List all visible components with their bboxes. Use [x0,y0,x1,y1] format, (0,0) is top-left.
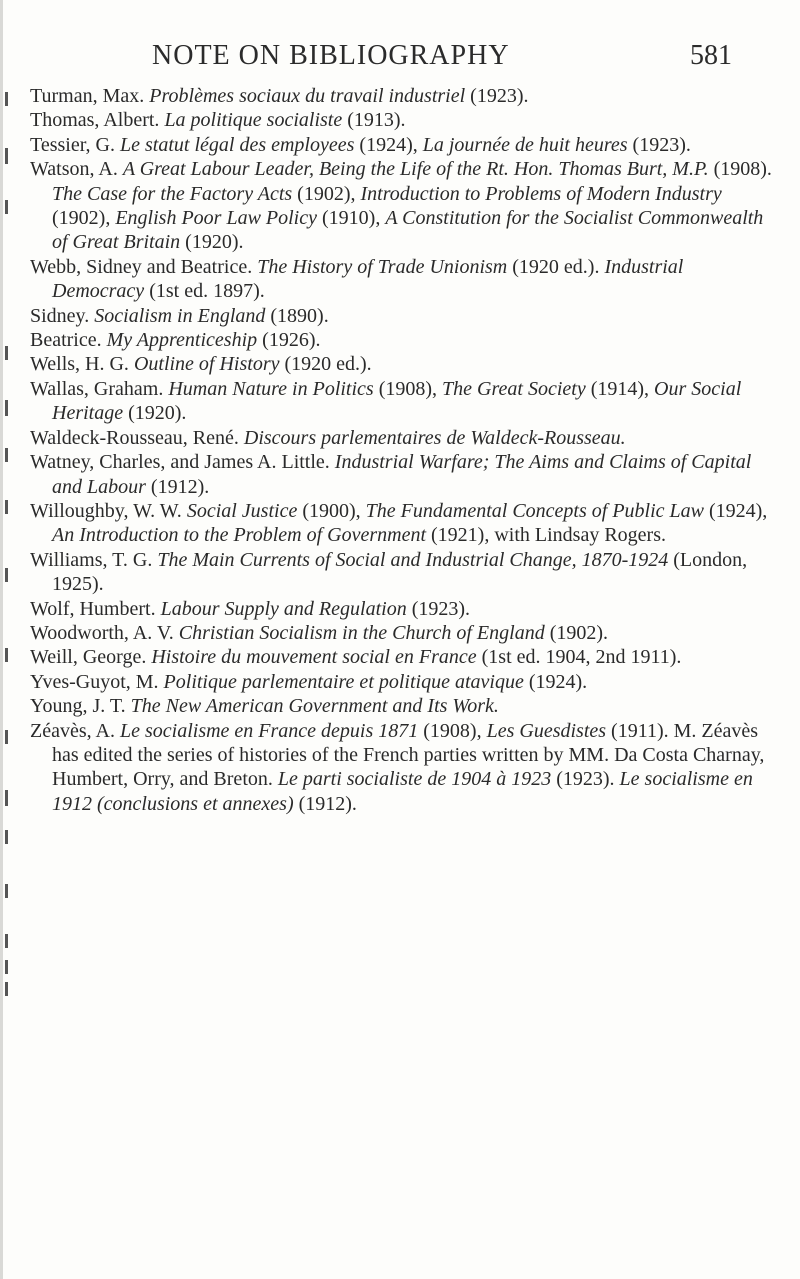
gutter-mark [5,448,8,462]
entry-text: (1910), [317,207,386,230]
page-number: 581 [690,40,732,71]
gutter-mark [5,730,8,744]
entry-text: Wolf, Humbert. [30,597,161,620]
entry-title: Our Social Heritage [52,377,742,425]
entry-title: Human Nature in Politics [168,377,374,400]
entry-text: Thomas, Albert. [30,109,165,132]
bibliography-entry [30,719,775,817]
entry-text: Turman, Max. [30,85,150,107]
entry-title: A Great Labour Leader, Being the Life of the Rt. Hon. Thomas Burt, M.P. [122,158,709,181]
entry-text: (1924), [703,499,768,522]
bibliography-entry [30,670,775,694]
entry-text: Sidney. [30,304,95,327]
entry-text: (1902), [292,182,361,205]
entry-text: (1911). M. Zéavès has edited the series of histories of the French parties written by MM. Da Costa Charnay, Humbert, Orry, and Breton. [52,719,765,791]
entry-title: My Apprenticeship [106,329,258,352]
entry-text: Weill, George. [30,646,152,669]
entry-text: Waldeck-Rousseau, René. [30,426,244,449]
entry-text: Young, J. T. [30,695,131,718]
entry-text: Willoughby, W. W. [30,499,187,522]
bibliography-list [30,84,775,816]
bibliography-entry [30,352,775,376]
entry-title: Problèmes sociaux du travail industriel [149,85,466,107]
gutter-mark [5,200,8,214]
entry-text: (1908), [373,377,443,400]
bibliography-entry [30,694,775,718]
entry-text: Beatrice. [30,329,107,352]
entry-text: (1st ed. 1897). [144,280,265,303]
entry-text: (1912). [145,475,210,498]
gutter-mark [5,648,8,662]
entry-title: Introduction to Problems of Modern Industry [360,182,722,205]
entry-title: The Fundamental Concepts of Public Law [365,499,704,522]
entry-text: Williams, T. G. [30,548,158,571]
entry-text: (1920). [180,231,244,254]
entry-title: The Main Currents of Social and Industrial Change, 1870-1924 [157,548,669,571]
gutter-mark [5,92,8,106]
gutter-mark [5,982,8,996]
entry-text: Zéavès, A. [30,719,120,742]
entry-text: Wallas, Graham. [30,377,169,400]
entry-text: Watney, Charles, and James A. Little. [30,451,335,474]
entry-title: Industrial Democracy [52,255,684,303]
entry-title: The Great Society [442,377,586,400]
bibliography-entry [30,133,775,157]
page-header [0,40,800,80]
entry-title: Le statut légal des employees [120,133,355,156]
entry-text: Webb, Sidney and Beatrice. [30,255,258,278]
entry-text: (1912). [293,792,357,815]
gutter-mark [5,830,8,844]
bibliography-entry [30,108,775,132]
entry-title: Socialism in England [94,304,266,327]
entry-title: Christian Socialism in the Church of England [178,621,545,644]
entry-title: English Poor Law Policy [115,207,317,230]
entry-text: (1902). [544,621,609,644]
entry-text: Watson, A. [30,158,123,181]
bibliography-entry [30,304,775,328]
entry-text: (1913). [342,109,406,132]
entry-text: (1920). [123,402,187,425]
entry-text: (1921), with Lindsay Rogers. [426,524,666,547]
entry-title: Le parti socialiste de 1904 à 1923 [277,768,552,791]
entry-title: A Constitution for the Socialist Commonwealth of Great Britain [52,207,764,254]
gutter-mark [5,568,8,582]
entry-text: (1924), [354,133,423,156]
entry-title: Histoire du mouvement social en France [151,646,477,669]
entry-title: Discours parlementaires de Waldeck-Rousseau. [243,426,626,449]
gutter-mark [5,934,8,948]
entry-text: (1920 ed.). [279,353,372,376]
entry-title: Industrial Warfare; The Aims and Claims of Capital and Labour [52,451,752,498]
bibliography-entry [30,645,775,669]
page-title: NOTE ON BIBLIOGRAPHY [152,40,510,71]
entry-title: Labour Supply and Regulation [160,597,407,620]
entry-text: (1900), [297,499,366,522]
bibliography-entry [30,84,775,108]
entry-title: Social Justice [186,499,298,522]
bibliography-entry [30,621,775,645]
page-gutter [0,0,17,1279]
entry-title: An Introduction to the Problem of Government [52,524,427,547]
entry-title: Le socialisme en 1912 (conclusions et annexes) [52,768,753,815]
bibliography-entry [30,597,775,621]
bibliography-entry [30,377,775,426]
entry-text: (1923). [551,768,620,791]
entry-text: (1908). [708,158,772,181]
entry-text: (1920 ed.). [507,255,605,278]
gutter-mark [5,148,8,164]
entry-text: (1914), [585,377,655,400]
entry-text: (1923). [465,85,529,107]
entry-text: Tessier, G. [30,133,120,156]
entry-title: The Case for the Factory Acts [52,182,293,205]
entry-title: La politique socialiste [164,109,343,132]
bibliography-entry [30,157,775,255]
bibliography-entry [30,255,775,304]
entry-text: Woodworth, A. V. [30,621,179,644]
entry-text: (1923). [627,133,691,156]
entry-title: Politique parlementaire et politique atavique [163,670,524,693]
entry-text: (1923). [406,597,471,620]
entry-text: (1926). [257,329,321,352]
bibliography-entry [30,499,775,548]
entry-text: Wells, H. G. [30,353,134,376]
entry-text: (1st ed. 1904, 2nd 1911). [476,646,682,669]
entry-title: Outline of History [133,353,280,376]
gutter-mark [5,790,8,806]
bibliography-entry [30,548,775,597]
gutter-mark [5,884,8,898]
entry-text: (London, 1925). [52,548,748,596]
bibliography-entry [30,450,775,499]
gutter-mark [5,400,8,416]
entry-title: La journée de huit heures [422,133,628,156]
bibliography-entry [30,426,775,450]
entry-text: (1902), [52,207,116,230]
gutter-mark [5,500,8,514]
entry-text: (1924). [523,670,588,693]
gutter-mark [5,346,8,360]
entry-title: Les Guesdistes [486,719,607,742]
entry-title: Le socialisme en France depuis 1871 [119,719,419,742]
entry-title: The New American Government and Its Work. [130,695,499,718]
entry-text: Yves-Guyot, M. [30,670,164,693]
bibliography-entry [30,328,775,352]
entry-text: (1890). [265,304,329,327]
entry-title: The History of Trade Unionism [257,255,508,278]
entry-text: (1908), [418,719,487,742]
gutter-mark [5,960,8,974]
